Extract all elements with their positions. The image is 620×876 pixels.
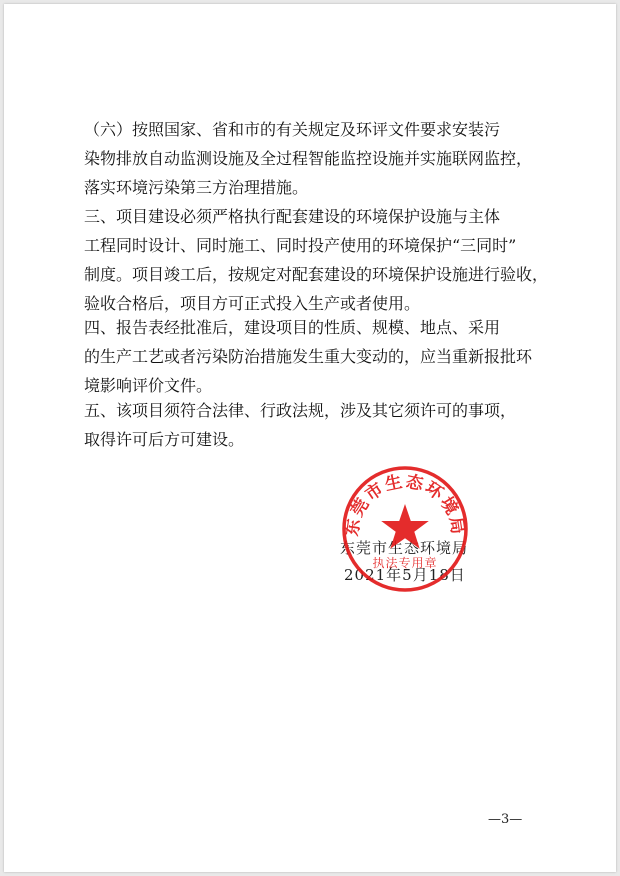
text-line: 染物排放自动监测设施及全过程智能监控设施并实施联网监控，: [84, 149, 533, 168]
paragraph-section-four: [84, 313, 546, 400]
text-line: 落实环境污染第三方治理措施。: [84, 178, 309, 197]
text-line: （六）按照国家、省和市的有关规定及环评文件要求安装污: [84, 120, 501, 139]
text-line: 境影响评价文件。: [84, 376, 213, 395]
text-line: 工程同时设计、同时施工、同时投产使用的环境保护“三同时”: [84, 236, 517, 255]
text-line: 验收合格后，项目方可正式投入生产或者使用。: [84, 294, 421, 313]
signature-date: 2021年5月18日: [344, 566, 466, 584]
seal-ring-text: 东莞市生态环境局: [342, 471, 468, 538]
text-line: 制度。项目竣工后，按规定对配套建设的环境保护设施进行验收，: [84, 265, 549, 284]
text-line: 三、项目建设必须严格执行配套建设的环境保护设施与主体: [84, 207, 501, 226]
paragraph-item-6: [84, 115, 546, 202]
text-line: 四、报告表经批准后，建设项目的性质、规模、地点、采用: [84, 318, 501, 337]
text-line: 五、该项目须符合法律、行政法规，涉及其它须许可的事项，: [84, 401, 517, 420]
document-page: [4, 4, 616, 872]
paragraph-section-three: [84, 202, 549, 318]
signature-organization: 东莞市生态环境局: [340, 539, 469, 557]
text-line: 取得许可后方可建设。: [84, 430, 245, 449]
seal-star-icon: [381, 504, 429, 549]
seal-bottom-text: 执法专用章: [372, 556, 438, 570]
official-seal: [340, 464, 470, 594]
page-number: —3—: [488, 812, 523, 827]
paragraph-section-five: [84, 396, 546, 454]
text-line: 的生产工艺或者污染防治措施发生重大变动的，应当重新报批环: [84, 347, 533, 366]
